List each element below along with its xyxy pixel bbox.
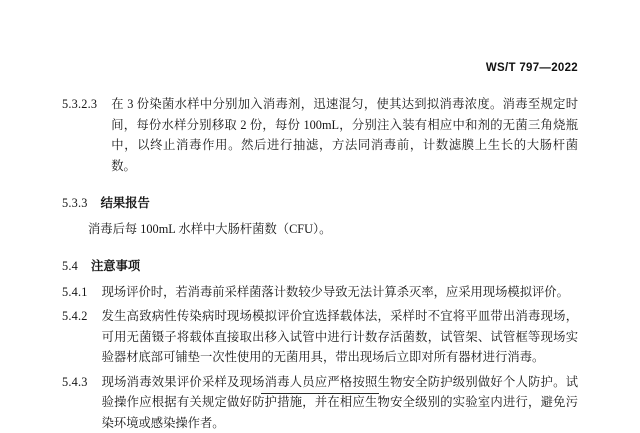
heading-5-3-3: [62, 193, 578, 214]
standard-code: WS/T 797—2022: [486, 62, 578, 74]
paragraph-number: 5.4.1: [62, 282, 88, 303]
page-header: [62, 0, 578, 74]
paragraph-result-report: 消毒后每 100mL 水样中大肠杆菌数（CFU）。: [62, 219, 578, 240]
heading-number: 5.3.3: [62, 193, 88, 214]
paragraph-text: 现场评价时，若消毒前采样菌落计数较少导致无法计算杀灭率，应采用现场模拟评价。: [102, 282, 578, 303]
document-body: [62, 94, 578, 433]
paragraph-number: 5.3.2.3: [62, 94, 97, 115]
paragraph-5-4-2: [62, 306, 578, 368]
paragraph-number: 5.4.2: [62, 306, 88, 327]
heading-text: 结果报告: [101, 193, 578, 214]
heading-number: 5.4: [62, 256, 78, 277]
paragraph-text: 在 3 份染菌水样中分别加入消毒剂，迅速混匀，使其达到拟消毒浓度。消毒至规定时间，每份水样分别移取 2 份，每份 100mL，分别注入装有相应中和剂的无菌三角烧瓶中，以终止消毒作用。然后进行抽滤，方法同消毒前，计数滤膜上生长的大肠杆菌数。: [111, 94, 578, 176]
paragraph-text: 发生高致病性传染病时现场模拟评价宜选择载体法，采样时不宜将平皿带出消毒现场，可用无菌镊子将载体直接取出移入试管中进行计数存活菌数，试管架、试管框等现场实验器材底部可铺垫一次性使用的无菌用具，带出现场后立即对所有器材进行消毒。: [102, 306, 578, 368]
paragraph-5-3-2-3: [62, 94, 578, 176]
footer-divider: [261, 393, 379, 394]
paragraph-text: 现场消毒效果评价采样及现场消毒人员应严格按照生物安全防护级别做好个人防护。试验操作应根据有关规定做好防护措施，并在相应生物安全级别的实验室内进行，避免污染环境或感染操作者。: [102, 372, 578, 433]
heading-5-4: [62, 256, 578, 277]
heading-text: 注意事项: [91, 256, 578, 277]
paragraph-5-4-3: [62, 372, 578, 433]
paragraph-number: 5.4.3: [62, 372, 88, 393]
paragraph-5-4-1: [62, 282, 578, 303]
